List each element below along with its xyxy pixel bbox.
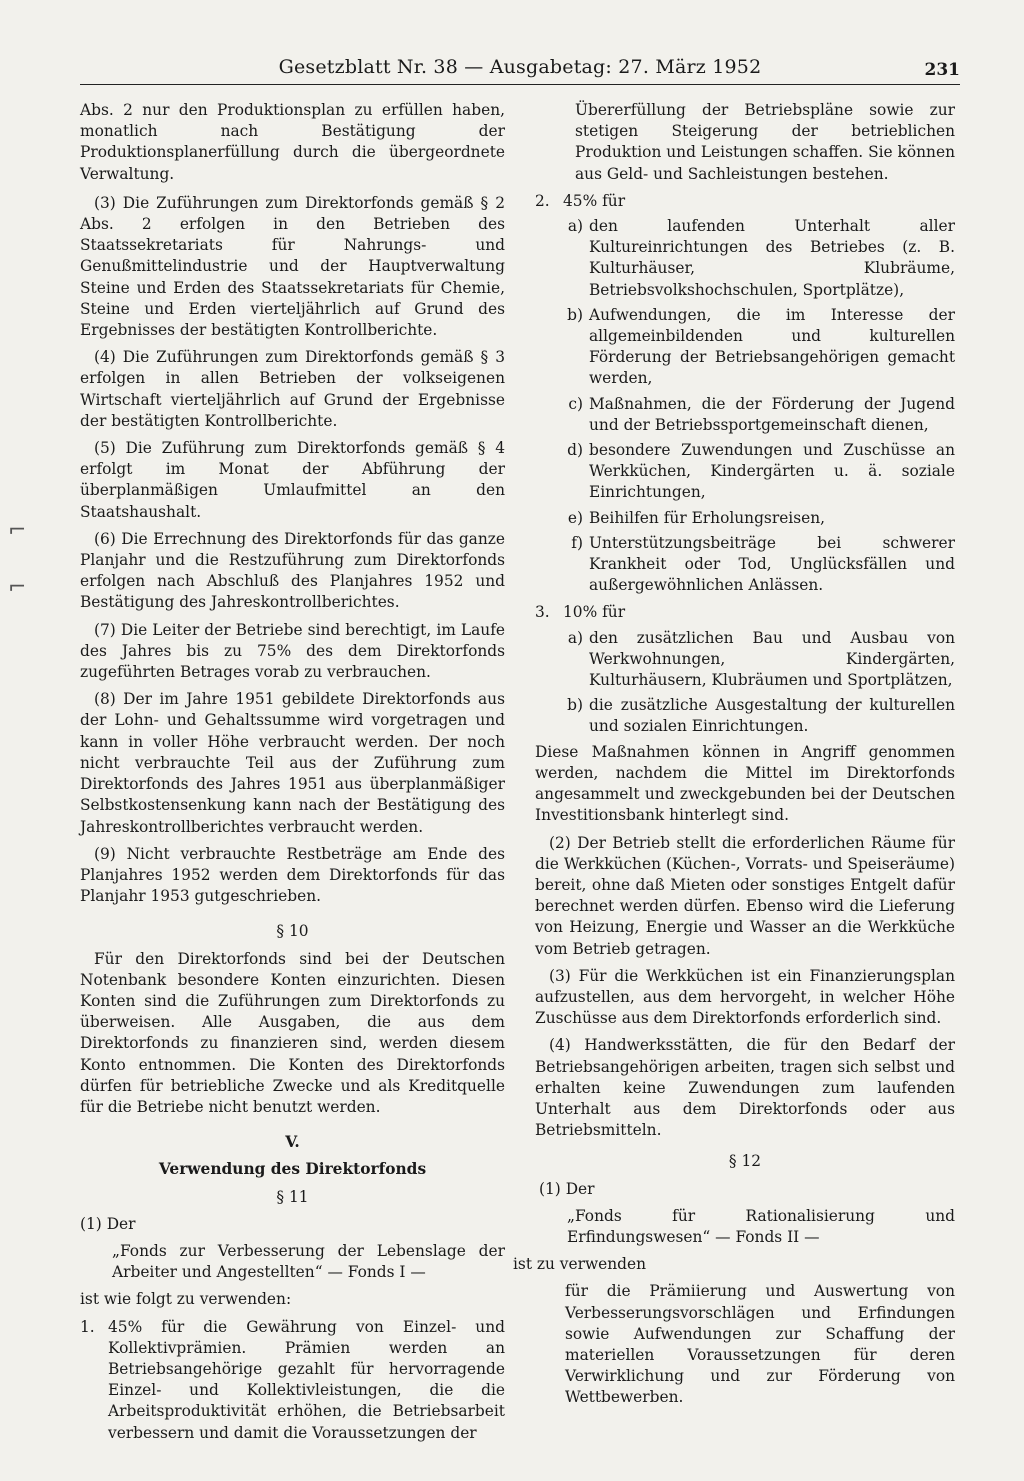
left-column [80,100,505,1448]
sub-item-letter: a) [567,628,583,647]
sub-item [557,305,955,390]
fonds-2-name: „Fonds für Rationalisierung und Erfindungswesen“ — Fonds II — [567,1206,955,1246]
paragraph-7: (7) Die Leiter der Betriebe sind berechtigt, im Laufe des Jahres bis zu 75% des dem Direktorfonds zugeführten Betrages vorab zu verbrauchen. [80,620,505,682]
section-10-text: Für den Direktorfonds sind bei der Deutschen Notenbank besondere Konten einzurichten. Diesen Konten sind die Zuführungen zum Direktorfonds zu überweisen. Alle Ausgaben, die aus dem Direktorfonds zu finanzieren sind, werden diesem Konto entnommen. Die Konten des Direktorfonds dürfen für betriebliche Zwecke und als Kreditquelle für die Betriebe nicht benutzt werden. [80,949,505,1116]
section-11-intro: ist wie folgt zu verwenden: [80,1290,292,1309]
list-item-number: 2. [535,191,550,210]
paragraph-4: (4) Handwerksstätten, die für den Bedarf der Betriebsangehörigen arbeiten, tragen sich selbst und erhalten keine Zuwendungen zum laufenden Unterhalt aus dem Direktorfonds oder aus Betriebsmitteln. [535,1036,955,1140]
sub-item-letter: a) [567,217,583,236]
list-item [535,602,955,623]
sub-item [557,695,955,737]
section-11-heading: § 11 [276,1187,309,1206]
section-12-lead: (1) Der [539,1179,595,1198]
sub-item-letter: c) [568,394,583,413]
page-header [80,50,960,85]
sub-item-letter: d) [567,441,583,460]
paragraph-8: (8) Der im Jahre 1951 gebildete Direktorfonds aus der Lohn- und Gehaltssumme wird vorgetragen und kann in voller Höhe verbraucht werden. Der noch nicht verbrauchte Teil aus der Zuführung zum Direktorfonds des Jahres 1951 aus überplanmäßiger Selbstkostensenkung kann nach der Bestätigung des Jahreskontrollberichtes verbraucht werden. [80,690,505,836]
chapter-title: Verwendung des Direktorfonds [158,1160,427,1179]
right-column [513,100,955,1415]
list-item-text: 45% für die Gewährung von Einzel- und Kollektivprämien. Prämien werden an Betriebsangehörige gezahlt für hervorragende Einzel- und Kollektivleistungen, die die Arbeitsproduktivität erhöhen, die Betriebsarbeit verbessern und damit die Voraussetzungen der [108,1317,505,1442]
sub-item-letter: b) [567,696,583,715]
sub-item [557,216,955,301]
sub-item-text: den zusätzlichen Bau und Ausbau von Werkwohnungen, Kindergärten, Kulturhäusern, Klubräumen und Sportplätzen, [589,628,955,690]
fonds-1-name: „Fonds zur Verbesserung der Lebenslage der Arbeiter und Angestellten“ — Fonds I — [112,1241,505,1282]
section-11-lead: (1) Der [80,1214,136,1233]
chapter-numeral: V. [285,1133,300,1152]
paragraph-2: (2) Der Betrieb stellt die erforderlichen Räume für die Werkküchen (Küchen-, Vorrats- und Speiseräume) bereit, ohne daß Mieten oder sonstiges Entgelt dafür berechnet werden dürfen. Ebenso wird die Lieferung von Heizung, Energie und Wasser an die Werkküche vom Betrieb getragen. [535,833,955,958]
sub-item-text: Unterstützungsbeiträge bei schwerer Krankheit oder Tod, Unglücksfällen und außergewöhnlichen Anlässen. [589,533,955,595]
section-12-text: für die Prämiierung und Auswertung von Verbesserungsvorschlägen und Erfindungen sowie Aufwendungen zur Schaffung der materiellen Voraussetzungen für deren Verwirklichung und zur Förderung von Wettbewerben. [565,1282,955,1407]
sub-item-letter: b) [567,305,583,324]
sub-item-text: Aufwendungen, die im Interesse der allgemeinbildenden und kulturellen Förderung der Betriebsangehörigen gemacht werden, [589,305,955,388]
sub-item-text: Beihilfen für Erholungsreisen, [589,508,826,527]
sub-item [557,628,955,692]
paragraph-continuation: Übererfüllung der Betriebspläne sowie zur stetigen Steigerung der betrieblichen Produktion und Leistungen schaffen. Sie können aus Geld- und Sachleistungen bestehen. [575,101,955,183]
paragraph-9: (9) Nicht verbrauchte Restbeträge am Ende des Planjahres 1952 werden dem Direktorfonds für das Planjahr 1953 gutgeschrieben. [80,844,505,906]
sub-item-text: die zusätzliche Ausgestaltung der kulturellen und sozialen Einrichtungen. [589,696,955,736]
page-number: 231 [924,60,960,80]
sub-item-text: besondere Zuwendungen und Zuschüsse an Werkküchen, Kindergärten u. ä. soziale Einrichtungen, [589,441,955,502]
list-item-number: 3. [535,603,550,622]
margin-mark: ⌐ [8,518,27,543]
sub-item-letter: f) [571,533,583,552]
paragraph-6: (6) Die Errechnung des Direktorfonds für das ganze Planjahr und die Restzuführung zum Direktorfonds erfolgen nach Abschluß des Planjahres 1952 und Bestätigung des Jahreskontrollberichtes. [80,529,505,612]
list-item-text: 45% für [563,191,626,210]
section-10-heading: § 10 [276,922,309,941]
section-12-intro: ist zu verwenden [513,1255,647,1274]
sub-item-text: den laufenden Unterhalt aller Kultureinrichtungen des Betriebes (z. B. Kulturhäuser, Klubräume, Betriebsvolkshochschulen, Sportplätze), [589,217,955,299]
sub-item [557,440,955,504]
list-item-text: 10% für [563,603,626,622]
paragraph-3: (3) Die Zuführungen zum Direktorfonds gemäß § 2 Abs. 2 erfolgen in den Betrieben des Staatssekretariats für Nahrungs- und Genußmittelindustrie und der Hauptverwaltung Steine und Erden des Staatssekretariats für Chemie, Steine und Erden vierteljährlich auf Grund des Ergebnisses der bestätigten Kontrollberichte. [80,193,505,340]
paragraph-3: (3) Für die Werkküchen ist ein Finanzierungsplan aufzustellen, aus dem hervorgeht, in welcher Höhe Zuschüsse aus dem Direktorfonds erforderlich sind. [535,966,955,1028]
item-3-note: Diese Maßnahmen können in Angriff genommen werden, nachdem die Mittel im Direktorfonds angesammelt und zweckgebunden bei der Deutschen Investitionsbank hinterlegt sind. [535,742,955,825]
paragraph-intro: Abs. 2 nur den Produktionsplan zu erfüllen haben, monatlich nach Bestätigung der Produktionsplanerfüllung durch die übergeordnete Verwaltung. [80,101,505,183]
sub-item [557,533,955,597]
paragraph-4: (4) Die Zuführungen zum Direktorfonds gemäß § 3 erfolgen in allen Betrieben der volkseigenen Wirtschaft vierteljährlich auf Grund der Ergebnisse der bestätigten Kontrollberichte. [80,348,505,430]
list-item-number: 1. [80,1317,95,1336]
list-item [80,1317,505,1444]
sub-item-letter: e) [567,508,583,527]
sub-item-text: Maßnahmen, die der Förderung der Jugend und der Betriebssportgemeinschaft dienen, [589,394,955,434]
sub-item [557,394,955,436]
margin-mark: ⌐ [8,575,27,600]
sub-item [557,508,955,529]
gazette-title: Gesetzblatt Nr. 38 — Ausgabetag: 27. März 1952 [278,56,762,78]
section-12-heading: § 12 [728,1152,762,1171]
list-item [535,191,955,212]
paragraph-5: (5) Die Zuführung zum Direktorfonds gemäß § 4 erfolgt im Monat der Abführung der überplanmäßigen Umlaufmittel an den Staatshaushalt. [80,439,505,521]
